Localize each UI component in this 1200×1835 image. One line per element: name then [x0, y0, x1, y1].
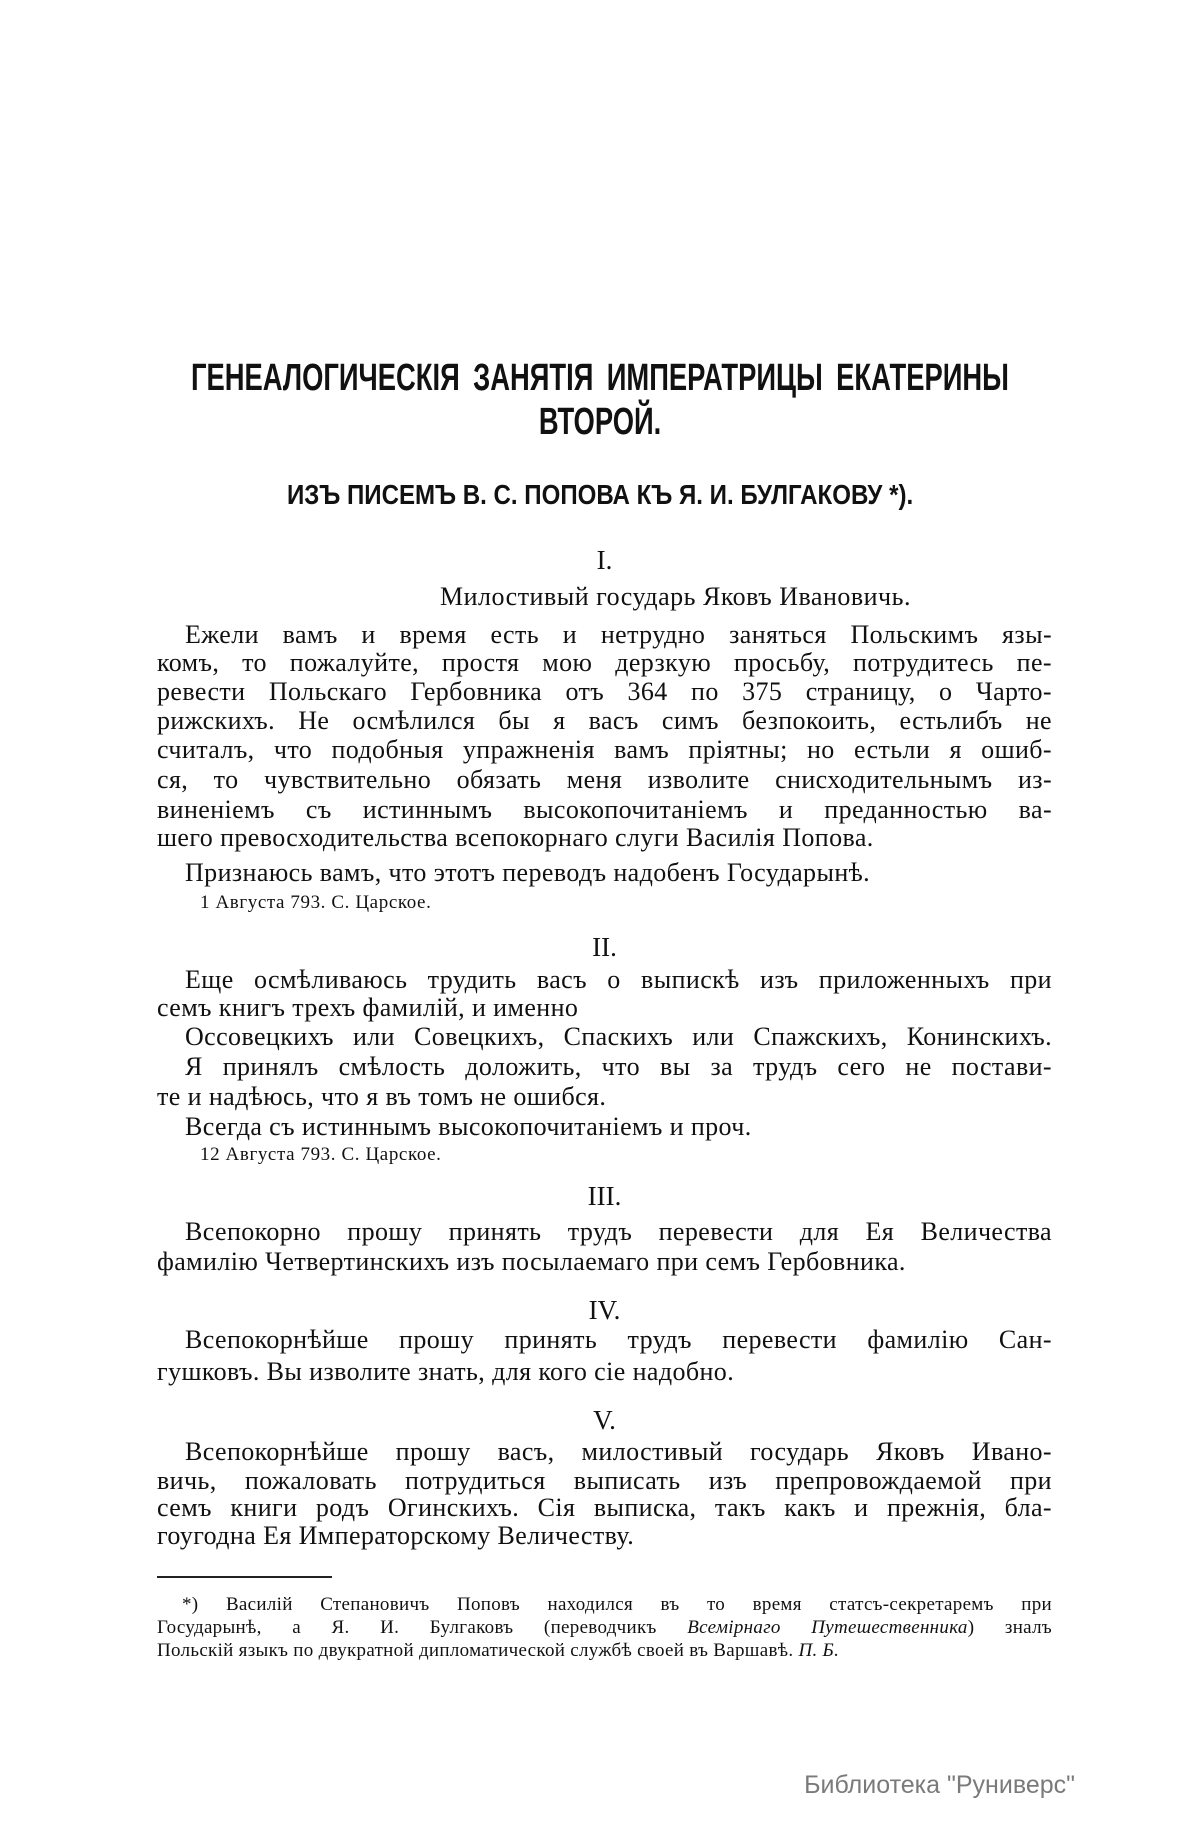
text-line: гоугодна Ея Императорскому Величеству.: [157, 1521, 635, 1550]
text-line: семъ книги родъ Огинскихъ. Сія выписка, такъ какъ и прежнія, бла-: [157, 1493, 1052, 1522]
footnote-divider: [157, 1576, 332, 1578]
section-numeral: IV.: [588, 1295, 621, 1325]
footnote-line: Государынѣ, а Я. И. Булгаковъ (переводчикъ Всемірнаго Путешественника) зналъ: [157, 1617, 1052, 1638]
text-line: Всегда съ истиннымъ высокопочитаніемъ и проч.: [185, 1112, 752, 1141]
library-watermark: Библиотека "Руниверс": [804, 1771, 1075, 1799]
text-line: Всепокорнѣйше прошу принять трудъ перевести фамилію Сан-: [185, 1325, 1052, 1354]
text-line: Признаюсь вамъ, что этотъ переводъ надобенъ Государынѣ.: [185, 858, 871, 887]
editor-initials: П. Б.: [798, 1640, 840, 1661]
text-line: Я принялъ смѣлость доложить, что вы за трудъ сего не постави-: [185, 1052, 1052, 1081]
letter-date: 12 Августа 793. С. Царское.: [200, 1144, 442, 1165]
text-line: Всепокорно прошу принять трудъ перевести для Ея Величества: [185, 1217, 1052, 1246]
text-line: те и надѣюсь, что я въ томъ не ошибся.: [157, 1082, 607, 1111]
text-line: считалъ, что подобныя упражненія вамъ пріятны; но естьли я ошиб-: [157, 735, 1052, 764]
text-line: фамилію Четвертинскихъ изъ посылаемаго при семъ Гербовника.: [157, 1247, 906, 1276]
subtitle: ИЗЪ ПИСЕМЪ В. С. ПОПОВА КЪ Я. И. БУЛГАКОВУ *).: [286, 479, 914, 510]
text-line: Еще осмѣливаюсь трудить васъ о выпискѣ изъ приложенныхъ при: [185, 965, 1052, 994]
text-line: вичь, пожаловать потрудиться выписать изъ препровождаемой при: [157, 1466, 1052, 1495]
text-line: гушковъ. Вы изволите знать, для кого сіе надобно.: [157, 1357, 735, 1386]
footnote-line: *) Василій Степановичъ Поповъ находился въ то время статсъ-секретаремъ при: [182, 1594, 1052, 1615]
section-numeral: I.: [596, 545, 613, 575]
text-line: виненіемъ съ истиннымъ высокопочитаніемъ и преданностью ва-: [157, 795, 1052, 824]
section-numeral: II.: [592, 932, 617, 962]
footnote-line: Польскій языкъ по двукратной дипломатической службѣ своей въ Варшавѣ. П. Б.: [157, 1640, 840, 1661]
page-title-line-1: ГЕНЕАЛОГИЧЕСКІЯ ЗАНЯТІЯ ИМПЕРАТРИЦЫ ЕКАТЕРИНЫ: [191, 357, 1009, 399]
text-line: ся, то чувствительно обязать меня изволите снисходительнымъ из-: [157, 765, 1052, 794]
section-numeral: V.: [593, 1405, 616, 1435]
page-title-line-2: ВТОРОЙ.: [538, 401, 662, 443]
text-line: Оссовецкихъ или Совецкихъ, Спаскихъ или Спажскихъ, Конинскихъ.: [185, 1022, 1052, 1051]
book-title: Всемірнаго Путешественника: [687, 1617, 968, 1638]
text-line: шего превосходительства всепокорнаго слуги Василія Попова.: [157, 823, 874, 852]
section-numeral: III.: [587, 1181, 622, 1211]
text-line: ревести Польскаго Гербовника отъ 364 по 375 страницу, о Чарто-: [157, 677, 1052, 706]
text-line: рижскихъ. Не осмѣлился бы я васъ симъ безпокоить, естьлибъ не: [157, 706, 1052, 735]
text-line: Ежели вамъ и время есть и нетрудно заняться Польскимъ язы-: [185, 620, 1052, 649]
salutation: Милостивый государь Яковъ Ивановичь.: [440, 582, 911, 611]
text-line: семъ книгъ трехъ фамилій, и именно: [157, 993, 579, 1022]
text-line: Всепокорнѣйше прошу васъ, милостивый государь Яковъ Ивано-: [185, 1437, 1052, 1466]
letter-date: 1 Августа 793. С. Царское.: [200, 892, 432, 913]
text-line: комъ, то пожалуйте, простя мою дерзкую просьбу, потрудитесь пе-: [157, 648, 1052, 677]
